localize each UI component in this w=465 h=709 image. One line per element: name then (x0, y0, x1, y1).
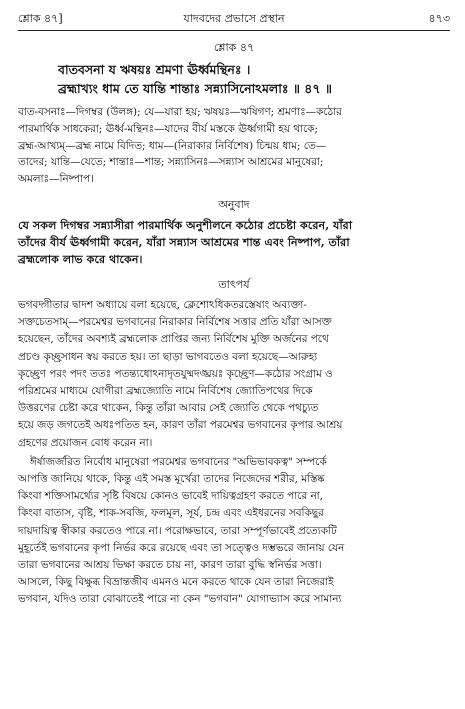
purport-line: প্রচণ্ড কৃচ্ছ্রসাধন স্বয় করতে হয়। তা ছাড়া ভাগবতেও বলা হয়েছে—আরুহ্য (18, 350, 318, 363)
synonym-line: তাদের; যান্তি—যেতে; শান্তাঃ—শান্ত; সন্ন্যাসিনঃ—সন্ন্যাস আশ্রমের মানুষেরা; (18, 156, 324, 169)
purport-line: মুহূর্তেই ভগবানের কৃপা নির্ভর করে রয়েছে এবং তা সত্ত্বেও দম্ভভরে জানায় যেন (18, 541, 345, 554)
purport-line: গ্রহণের প্রয়োজন বোধ করেন না। (18, 436, 153, 449)
purport-line: আসলে, কিছু বিক্ষুব্ধ বিভ্রান্তজীব এমনও মনে করতে থাকে যেন তারা নিজেরাই (18, 576, 334, 589)
sanskrit-verse (18, 60, 450, 98)
purport-paragraph (18, 297, 450, 452)
purport-paragraph (18, 454, 450, 609)
book-page (18, 8, 450, 609)
verse-number: শ্লোক ৪৭ (213, 41, 255, 54)
purport-heading: তাৎপর্য (218, 277, 250, 291)
purport-line: আপত্তি জানিয়ে থাকে, কিন্তু এই সমস্ত মূর্খেরা তাদের নিজেদের শরীর, মস্তিষ্ক (18, 473, 325, 486)
purport-line: দায়দায়িত্ব স্বীকার করতেও পারে না। পরোক্ষভাবে, তারা সম্পূর্ণভাবেই প্রত্যেকটি (18, 524, 337, 537)
purport-line: সক্তচেতসাম্—পরমেশ্বর ভগবানের নিরাকার নির্বিশেষ সত্তার প্রতি যাঁরা আসক্ত (18, 316, 332, 329)
synonyms (18, 104, 450, 188)
page-header (18, 8, 450, 28)
purport-line: হয়ে জড় জগতেই অধঃপতিত হন, কারণ তাঁরা পরমেশ্বর ভগবানের কৃপার আশ্রয় (18, 419, 343, 432)
translation-line: তাঁদের বীর্য ঊর্ধ্বগামী করেন, যাঁরা সন্ন্যাস আশ্রমের শান্ত এবং নিষ্পাপ, তাঁরা (18, 234, 350, 249)
synonym-line: পারমার্থিক সাধকেরা; ঊর্ধ্ব-মন্থিনঃ—যাদের বীর্য মস্তকে ঊর্ধ্বগামী হয় থাকে; (18, 122, 318, 135)
translation-text (18, 217, 450, 268)
purport-line: হয়েছেন, তাঁদের অবশ্যই ব্রহ্মলোক প্রাপ্তির জন্য নির্বিশেষ মুক্তি অর্জনের পথে (18, 333, 329, 346)
purport-line: উত্তরণের চেষ্টা করে থাকেন, কিন্তু তাঁরা আবার সেই জ্যোতি থেকে পথচ্যুত (18, 402, 319, 415)
purport-line: কিংবা শক্তিসামর্থ্যের সৃষ্টি বিষয়ে কোনও ভাবেই দায়িত্বগ্রহণ করতে পারে না, (18, 490, 323, 503)
verse-line: বাতবসনা য ঋষয়ঃ শ্রমণা ঊর্ধ্বমন্থিনঃ । (58, 62, 251, 77)
translation-line: যে সকল দিগম্বর সন্ন্যাসীরা পারমার্থিক অনুশীলনে কঠোর প্রচেষ্টা করেন, যাঁরা (18, 217, 353, 232)
purport-line: ভগবদ্গীতার দ্বাদশ অধ্যায়ে বলা হয়েছে, ক্লেশোঽধিকতরস্তেষাং অব্যক্তা- (18, 298, 307, 311)
header-rule (18, 30, 450, 31)
purport-line: কিংবা বাতাস, বৃষ্টি, শাক-সবজি, ফলমূল, সূর্য, চন্দ্র এবং এইধরনের সবকিছুর (18, 507, 324, 520)
synonym-line: ব্রহ্ম-আখ্যম্—ব্রহ্ম নামে বিদিত; ধাম—(নিরাকার নির্বিশেষ) চিন্ময় ধাম; তে— (18, 139, 327, 152)
page-number: ৪৭৩ (428, 12, 450, 25)
purport-text (18, 297, 450, 609)
purport-line: ঈর্ষাজর্জরিত নির্বোধ মানুষেরা পরমেশ্বর ভগবানের "অভিভাবকত্ব" সম্পর্কে (30, 455, 327, 468)
purport-line: পরিশ্রমের মাধ্যমে যোগীরা ব্রহ্মজ্যোতি নামে নির্বিশেষ জ্যোতিপথের দিকে (18, 385, 313, 397)
translation-line: ব্রহ্মলোক লাভ করে থাকেন। (18, 251, 143, 266)
chapter-verse-ref: শ্লোক ৪৭] (18, 12, 63, 25)
purport-line: তারা ভগবানের আশ্রয় ভিক্ষা করতে চায় না, কারণ তারা বুদ্ধি স্বনির্ভর সত্তা। (18, 559, 322, 572)
purport-line: কৃচ্ছ্রেণ পরং পদং ততঃ পতন্ত্যধোঽনাদৃতযুষ্মদঙ্ঘ্রয়ঃ কৃচ্ছ্রেণ—কঠোর সংগ্রাম ও (18, 367, 333, 380)
running-title: যাদবদের প্রভাসে প্রস্থান (183, 12, 285, 25)
purport-line: ভগবান, যদিও তারা বোঝাতেই পারে না কেন "ভগবান" যোগাভ্যাস করে সামান্য (18, 593, 342, 606)
verse-line: ব্রহ্মাখ্যং ধাম তে যান্তি শান্তাঃ সন্ন্যাসিনোঽমলাঃ ॥ ৪৭ ॥ (58, 81, 332, 96)
translation-heading: অনুবাদ (218, 197, 250, 211)
synonym-line: অমলাঃ—নিষ্পাপ। (18, 173, 94, 186)
synonym-line: বাত-বসনাঃ—দিগম্বর (উলঙ্গ); যে—যারা হয়; ঋষয়ঃ—ঋষিগণ; শ্রমণাঃ—কঠোর (18, 106, 342, 118)
